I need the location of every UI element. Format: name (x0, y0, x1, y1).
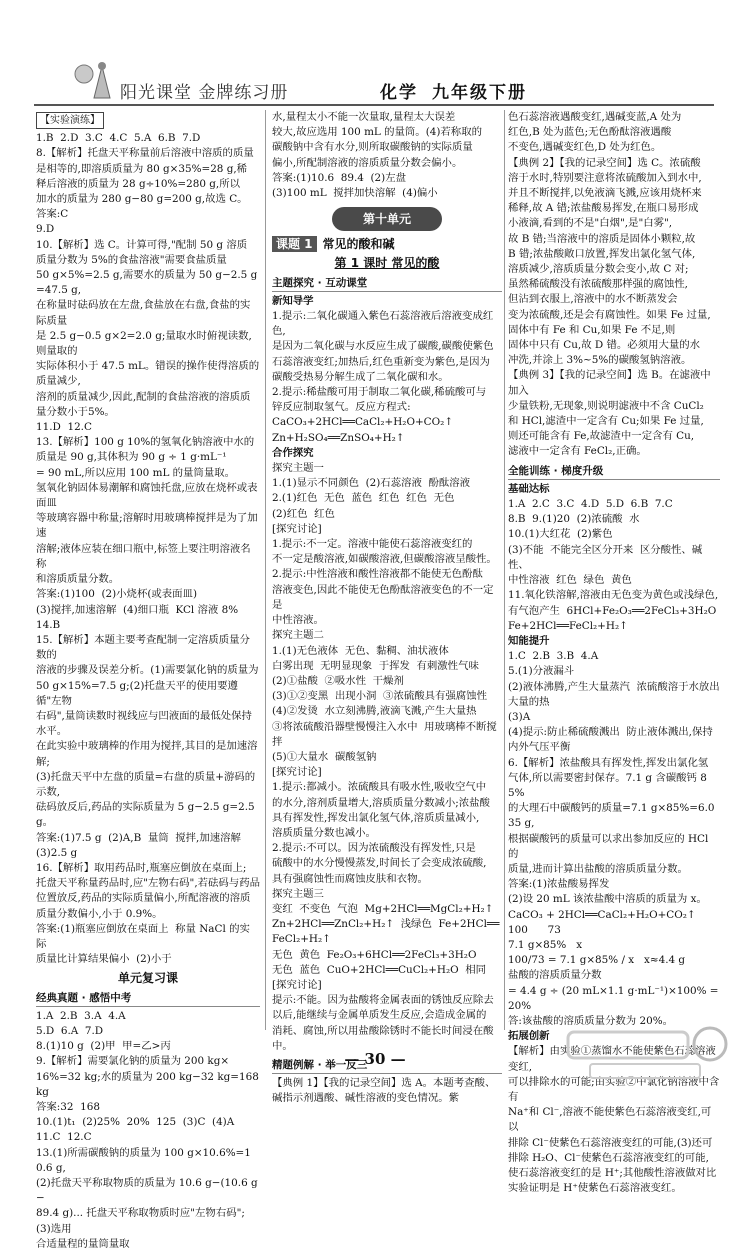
lesson-title: 常见的酸和碱 (322, 237, 395, 252)
text-line: 和 HCl,滤渣中一定含有 Cu;如果 Fe 过量, (508, 415, 704, 428)
band-classic-exam: 经典真题 · 感悟中考 (36, 991, 260, 1007)
text-line: Zn+H₂SO₄══ZnSO₄+H₂↑ (272, 431, 405, 444)
text-line: 1.(1)显示不同颜色 (2)石蕊溶液 酚酞溶液 (272, 477, 471, 490)
text-line: 溶液的步骤及误差分析。(1)需要氯化钠的质量为 (36, 664, 259, 677)
sub-cooperative: 合作探究 (272, 446, 314, 459)
text-line: 1.提示:不一定。溶液中能使石蕊溶液变红的 (272, 538, 473, 551)
text-line: 无色 黄色 Fe₂O₃+6HCl══2FeCl₃+3H₂O (272, 948, 477, 961)
subject-name: 化学 (380, 83, 418, 103)
text-line: (2)设 20 mL 该浓盐酸中溶质的质量为 x。 (508, 893, 707, 906)
brand-title: 阳光课堂 金牌练习册 (120, 83, 289, 103)
text-line: (3)不能 不能完全区分开来 区分酸性、碱性、 (508, 543, 703, 571)
subject-title (380, 78, 527, 103)
col2-block2 (272, 309, 502, 446)
text-line: 等玻璃容器中称量;溶解时用玻璃棒搅拌是为了加速 (36, 512, 258, 540)
text-line: 溶质减少,溶质质量分数会变小,故 C 对; (508, 263, 689, 276)
text-line: 6.【解析】浓盐酸具有挥发性,挥发出氯化氢 (508, 756, 709, 769)
col3-block3 (508, 649, 720, 1029)
text-line: Zn+2HCl══ZnCl₂+H₂↑ 浅绿色 Fe+2HCl══FeCl₂+H₂↑ (272, 918, 500, 946)
text-line: 变为浓硫酸,还是会有腐蚀性。如果 Fe 过量, (508, 308, 711, 321)
text-line: 10.(1)t₁ (2)25% 20% 125 (3)C (4)A (36, 1116, 235, 1129)
text-line: 具有强腐蚀性而腐蚀皮肤和衣物。 (272, 872, 428, 885)
col2-block3 (272, 461, 502, 1054)
col2-block4 (272, 1076, 502, 1106)
text-line: 小液滴,看到的不是"白烟",是"白雾", (508, 217, 673, 230)
text-line: 红色,B 处为蓝色;无色酚酞溶液遇酸 (508, 126, 672, 139)
text-line: 1.A 2.B 3.A 4.A (36, 1009, 126, 1022)
text-line: 固体中只有 Cu,故 D 错。必须用大量的水 (508, 339, 701, 352)
text-line: 13.【解析】100 g 10%的氢氧化钠溶液中水的 (36, 436, 255, 449)
text-line: 质量分数为 5%的食盐溶液"需要食盐质量 (36, 253, 227, 266)
text-line: 50 g×5%=2.5 g,需要水的质量为 50 g−2.5 g=47.5 g, (36, 269, 258, 297)
review-title: 单元复习课 (117, 971, 178, 986)
text-line: 溶质质量分数也减小。 (272, 826, 376, 839)
text-line: 偏小,所配制溶液的溶质质量分数会偏小。 (272, 156, 463, 169)
text-line: 1.提示:二氧化碳通入紫色石蕊溶液后溶液变成红色, (272, 310, 494, 338)
text-line: 可以排除水的可能;由实验②中氯化钠溶液中含有 (508, 1075, 720, 1103)
text-line: ③将浓硫酸沿器壁慢慢注入水中 用玻璃棒不断搅拌 (272, 720, 497, 748)
page-number: — 30 — (344, 1050, 406, 1068)
text-line: 2.(1)红色 无色 蓝色 红色 红色 无色 (272, 492, 455, 505)
col2-block1 (272, 110, 502, 201)
text-line: 16%=32 kg;水的质量为 200 kg−32 kg=168 kg (36, 1070, 263, 1098)
text-line: 【典例 3】【我的记录空间】选 B。在滤液中加入 (508, 369, 711, 397)
column-separator-1 (265, 110, 266, 1030)
text-line: 是相等的,即溶质质量为 80 g×35%=28 g,稀 (36, 162, 248, 175)
text-line: 质量分数偏小,小于 0.9%。 (36, 907, 163, 920)
section-experiment: 【实验演练】 (36, 112, 104, 129)
text-line: 使石蕊溶液变红的是 H⁺;其他酸性溶液做对比 (508, 1167, 717, 1180)
period-title: 第 1 课时 常见的酸 (334, 256, 440, 271)
text-line: (4)提示:防止稀硫酸溅出 防止液体溅出,保持 (508, 726, 713, 739)
text-line: 锌反应制取氢气。反应方程式: (272, 401, 411, 414)
text-line: 稀释,故 A 错;浓盐酸易挥发,在瓶口易形成 (508, 202, 699, 215)
text-line: 2.提示:稀盐酸可用于制取二氧化碳,稀硫酸可与 (272, 386, 487, 399)
text-line: 溶剂的质量减少,因此,配制的食盐溶液的溶质质量分数小于5%。 (36, 390, 251, 418)
text-line: 但沾到衣服上,溶液中的水不断蒸发会 (508, 293, 678, 306)
text-line: 提示:不能。因为盐酸将金属表面的锈蚀反应除去 (272, 994, 494, 1007)
text-line: 1.(1)无色液体 无色、黏稠、油状液体 (272, 644, 449, 657)
text-line: 8.B 9.(1)20 (2)浓硫酸 水 (508, 513, 640, 526)
text-line: 答案:(1)100 (2)小烧杯(或表面皿) (36, 588, 197, 601)
text-line: 无色 蓝色 CuO+2HCl══CuCl₂+H₂O 相同 (272, 963, 487, 976)
text-line: 故 B 错;当溶液中的溶质是固体小颗粒,故 (508, 232, 696, 245)
text-line: (2)托盘天平称取物质的质量为 10.6 g−(10.6 g− (36, 1177, 258, 1205)
text-line: 排除 H₂O、Cl⁻使紫色石蕊溶液变红的可能, (508, 1151, 709, 1164)
text-line: 探究主题二 (272, 629, 324, 642)
text-line: 质量,进而计算出盐酸的溶质质量分数。 (508, 862, 688, 875)
band-topic-explore: 主题探究 · 互动课堂 (272, 276, 502, 292)
text-line: 在称量时砝码放在左盘,食盐放在右盘,食盐的实际质量 (36, 299, 251, 327)
text-line: 气体,所以需要密封保存。7.1 g 含碳酸钙 85% (508, 771, 707, 799)
text-line: 大量的热 (508, 695, 550, 708)
text-line: 则还可能含有 Fe,故滤渣中一定含有 Cu, (508, 430, 695, 443)
text-line: 较大,故应选用 100 mL 的量筒。(4)若称取的 (272, 126, 482, 139)
text-line: 9.【解析】需要氯化钠的质量为 200 kg× (36, 1055, 230, 1068)
text-line: 加水的质量为 280 g−80 g=200 g,故选 C。 (36, 193, 248, 206)
text-line: 1.提示:都减小。浓硫酸具有吸水性,吸收空气中 (272, 781, 487, 794)
text-line: 答案:C (36, 208, 69, 221)
sub-improve: 知能提升 (508, 634, 550, 647)
text-line: 答案:(1)浓盐酸易挥发 (508, 878, 610, 891)
text-line: 【典例 2】【我的记录空间】选 C。浓硫酸 (508, 156, 701, 169)
text-line: 答案:(1)10.6 89.4 (2)左盘 (272, 171, 406, 184)
text-line: 排除 Cl⁻使紫色石蕊溶液变红的可能,(3)还可 (508, 1136, 713, 1149)
col3-block1 (508, 110, 720, 460)
band-training: 全能训练 · 梯度升级 (508, 464, 720, 480)
text-line: 合适量程的量筒量取 (36, 1237, 130, 1250)
text-line: 在此实验中玻璃棒的作用为搅拌,其目的是加速溶解; (36, 740, 258, 768)
text-line: 5.D 6.A 7.D (36, 1024, 104, 1037)
col1-block2 (36, 1009, 263, 1252)
header-rule (34, 104, 714, 106)
text-line: 右码",量筒读数时视线应与凹液面的最低处保持水平。 (36, 709, 252, 738)
text-line: 【典例 1】【我的记录空间】选 A。本题考查酸、 (272, 1077, 496, 1090)
text-line: (3)2.5 g (36, 846, 78, 859)
text-line: 16.【解析】取用药品时,瓶塞应倒放在桌面上; (36, 861, 247, 874)
text-line: [探究讨论] (272, 522, 322, 535)
text-line: 探究主题三 (272, 887, 324, 900)
text-line: [探究讨论] (272, 766, 322, 779)
text-line: = 90 mL,所以应用 100 mL 的量筒量取。 (36, 466, 235, 479)
brand-logo-icon (70, 58, 120, 102)
column-middle (272, 110, 502, 1107)
text-line: 碳酸钠中含有水分,则所取碳酸钠的实际质量 (272, 141, 473, 154)
text-line: Fe+2HCl══FeCl₂+H₂↑ (508, 619, 628, 632)
text-line: 质量是 90 g,其体积为 90 g ÷ 1 g·mL⁻¹ (36, 451, 227, 464)
text-line: (3)100 mL 搅拌加快溶解 (4)偏小 (272, 187, 438, 200)
text-line: 14.B (36, 618, 61, 631)
text-line: 50 g×15%=7.5 g;(2)托盘天平的使用要遵循"左物 (36, 679, 238, 707)
text-line: 100/73 = 7.1 g×85% / x x≈4.4 g (508, 954, 686, 967)
text-line: 不变色,遇碱变红色,D 处为红色。 (508, 141, 662, 154)
sub-basic: 基础达标 (508, 482, 550, 495)
text-line: 不一定是酸溶液,如碳酸溶液,但碳酸溶液呈酸性。 (272, 553, 497, 566)
text-line: 盐酸的溶质质量分数 (508, 969, 602, 982)
text-line: 1.B 2.D 3.C 4.C 5.A 6.B 7.D (36, 132, 201, 145)
band-example: 精题例解 · 举一反三 (272, 1058, 502, 1074)
text-line: 溶解;液体应装在细口瓶中,标签上要注明溶液名称 (36, 542, 251, 570)
sub-expand: 拓展创新 (508, 1030, 550, 1043)
text-line: 氢氧化钠固体易潮解和腐蚀托盘,应放在烧杯或表面皿 (36, 481, 258, 510)
text-line: 释后溶液的质量为 28 g÷10%=280 g,所以 (36, 177, 240, 190)
text-line: 少量铁粉,无现象,则说明滤液中不含 CuCl₂ (508, 399, 704, 412)
text-line: 位置放反,药品的实际质量偏小,所配溶液的溶质 (36, 892, 251, 905)
text-line: [探究讨论] (272, 978, 322, 991)
text-line: 质量比计算结果偏小 (2)小于 (36, 953, 172, 966)
text-line: 7.1 g×85% x (508, 938, 583, 951)
text-line: 变红 不变色 气泡 Mg+2HCl══MgCl₂+H₂↑ (272, 902, 494, 915)
text-line: (3)A (508, 710, 531, 723)
text-line: (2)液体沸腾,产生大量蒸汽 浓硫酸溶于水放出 (508, 680, 720, 693)
text-line: B 错;浓盐酸敞口放置,挥发出氯化氢气体, (508, 247, 696, 260)
text-line: 13.(1)所需碳酸钠的质量为 100 g×10.6%=10.6 g, (36, 1146, 251, 1174)
text-line: 的大理石中碳酸钙的质量=7.1 g×85%=6.035 g, (508, 802, 715, 830)
lesson-tag: 课题 1 (272, 236, 317, 252)
text-line: 15.【解析】本题主要考查配制一定溶质质量分数的 (36, 633, 250, 662)
text-line: 白雾出现 无明显现象 于挥发 有刺激性气味 (272, 659, 479, 672)
text-line: 1.A 2.C 3.C 4.D 5.D 6.B 7.C (508, 498, 673, 511)
text-line: 2.提示:不可以。因为浓硫酸没有挥发性,只是 (272, 842, 476, 855)
text-line: CaCO₃ + 2HCl══CaCl₂+H₂O+CO₂↑ (508, 908, 696, 921)
col1-block1 (36, 131, 260, 967)
text-line: 11.D 12.C (36, 421, 92, 434)
text-line: 根据碳酸钙的质量可以求出参加反应的 HCl 的 (508, 832, 712, 860)
text-line: 答案:(1)7.5 g (2)A,B 量筒 搅拌,加速溶解 (36, 831, 241, 844)
text-line: Na⁺和 Cl⁻,溶液不能使紫色石蕊溶液变红,可以 (508, 1106, 712, 1134)
unit-banner: 第十单元 (332, 207, 442, 231)
text-line: 8.【解析】托盘天平称量前后溶液中溶质的质量 (36, 147, 254, 160)
page-header (0, 0, 750, 108)
text-line: 以后,能继续与金属单质发生反应,会造成金属的 (272, 1009, 487, 1022)
text-line: 滤液中一定含有 FeCl₂,正确。 (508, 445, 647, 458)
text-line: 并且不断搅拌,以免液滴飞溅,应该用烧杯来 (508, 187, 702, 200)
text-line: 10.【解析】选 C。计算可得,"配制 50 g 溶质 (36, 238, 248, 251)
text-line: 砝码放反后,药品的实际质量为 5 g−2.5 g=2.5 g。 (36, 801, 258, 829)
text-line: 内外气压平衡 (508, 741, 571, 754)
text-line: 是 2.5 g−0.5 g×2=2.0 g;量取水时俯视读数,则量取的 (36, 329, 252, 358)
text-line: = 4.4 g ÷ (20 mL×1.1 g·mL⁻¹)×100% = 20% (508, 984, 722, 1012)
text-line: 溶液变色,因此不能使无色酚酞溶液变色的不一定是 (272, 583, 494, 611)
text-line: 冲洗,并涂上 3%~5%的碳酸氢钠溶液。 (508, 354, 692, 367)
text-line: 虽然稀硫酸没有浓硫酸那样强的腐蚀性, (508, 278, 688, 291)
text-line: 石蕊溶液变红;加热后,红色重新变为紫色,是因为 (272, 355, 490, 368)
text-line: (2)①盐酸 ②吸水性 干燥剂 (272, 674, 404, 687)
grade-name: 九年级下册 (432, 83, 527, 103)
text-line: 8.(1)10 g (2)甲 甲=乙>丙 (36, 1040, 171, 1053)
text-line: (3)托盘天平中左盘的质量=右盘的质量+游码的示数, (36, 770, 256, 798)
text-line: 【解析】由实验①蒸馏水不能使紫色石蕊溶液变红, (508, 1045, 716, 1073)
text-line: 答案:32 168 (36, 1101, 100, 1113)
text-line: 和溶质质量分数。 (36, 573, 120, 586)
column-separator-2 (504, 110, 505, 1030)
text-line: 水,量程太小不能一次量取,量程太大误差 (272, 111, 456, 123)
text-line: 2.提示:中性溶液和酸性溶液都不能使无色酚酞 (272, 568, 483, 581)
text-line: 是因为二氧化碳与水反应生成了碳酸,碳酸使紫色 (272, 340, 494, 353)
text-line: 中性溶液 红色 绿色 黄色 (508, 574, 632, 587)
text-line: (3)搅拌,加速溶解 (4)细口瓶 KCl 溶液 8% (36, 603, 239, 616)
text-line: 碳酸受热易分解生成了二氧化碳和水。 (272, 370, 449, 383)
text-line: 探究主题一 (272, 462, 324, 475)
col3-block2 (508, 497, 720, 634)
text-line: 100 73 (508, 923, 561, 936)
text-line: 10.(1)大红花 (2)紫色 (508, 528, 613, 541)
text-line: 中性溶液。 (272, 614, 324, 627)
text-line: 消耗、腐蚀,所以用盐酸除锈时不能长时间浸在酸中。 (272, 1024, 494, 1052)
text-line: (5)①大量水 碳酸氢钠 (272, 750, 377, 763)
text-line: 实验证明是 H⁺使紫色石蕊溶液变红。 (508, 1182, 682, 1195)
text-line: 5.(1)分液漏斗 (508, 665, 575, 678)
text-line: 11.氧化铁溶解,溶液由无色变为黄色或浅绿色, (508, 589, 719, 602)
text-line: (4)②发烫 水立刻沸腾,液滴飞溅,产生大量热 (272, 705, 477, 718)
text-line: 溶于水时,特别要注意将浓硫酸加入到水中, (508, 171, 702, 184)
column-left (36, 110, 263, 1252)
text-line: 1.C 2.B 3.B 4.A (508, 650, 599, 663)
text-line: 的水分,溶剂质量增大,溶质质量分数减小;浓盐酸 (272, 796, 490, 809)
text-line: 11.C 12.C (36, 1131, 92, 1144)
watermark-logo-icon (560, 1022, 730, 1082)
text-line: 89.4 g)... 托盘天平称取物质时应"左物右码"; (3)选用 (36, 1207, 249, 1235)
text-line: 答案:(1)瓶塞应倒放在桌面上 称量 NaCl 的实际 (36, 922, 250, 950)
text-line: (2)红色 红色 (272, 507, 335, 520)
sub-new-knowledge: 新知导学 (272, 294, 314, 307)
text-line: (3)①②变黑 出现小洞 ③浓硫酸具有强腐蚀性 (272, 690, 487, 703)
text-line: 托盘天平称量药品时,应"左物右码",若砝码与药品 (36, 877, 260, 890)
text-line: 色石蕊溶液遇酸变红,遇碱变蓝,A 处为 (508, 111, 682, 123)
text-line: 固体中有 Fe 和 Cu,如果 Fe 不足,则 (508, 323, 676, 336)
text-line: 碱指示剂遇酸、碱性溶液的变色情况。紫 (272, 1092, 460, 1105)
lesson-heading (272, 237, 502, 252)
text-line: 9.D (36, 223, 55, 236)
text-line: 实际体积小于 47.5 mL。错误的操作使得溶质的质量减少, (36, 360, 260, 388)
text-line: 硫酸中的水分慢慢蒸发,时间长了会变成浓硫酸, (272, 857, 487, 870)
text-line: CaCO₃+2HCl══CaCl₂+H₂O+CO₂↑ (272, 416, 454, 429)
text-line: 答:该盐酸的溶质质量分数为 20%。 (508, 1014, 673, 1027)
text-line: 具有挥发性,挥发出氯化氢气体,溶质质量减小, (272, 811, 480, 824)
text-line: 有气泡产生 6HCl+Fe₂O₃══2FeCl₃+3H₂O (508, 604, 717, 617)
